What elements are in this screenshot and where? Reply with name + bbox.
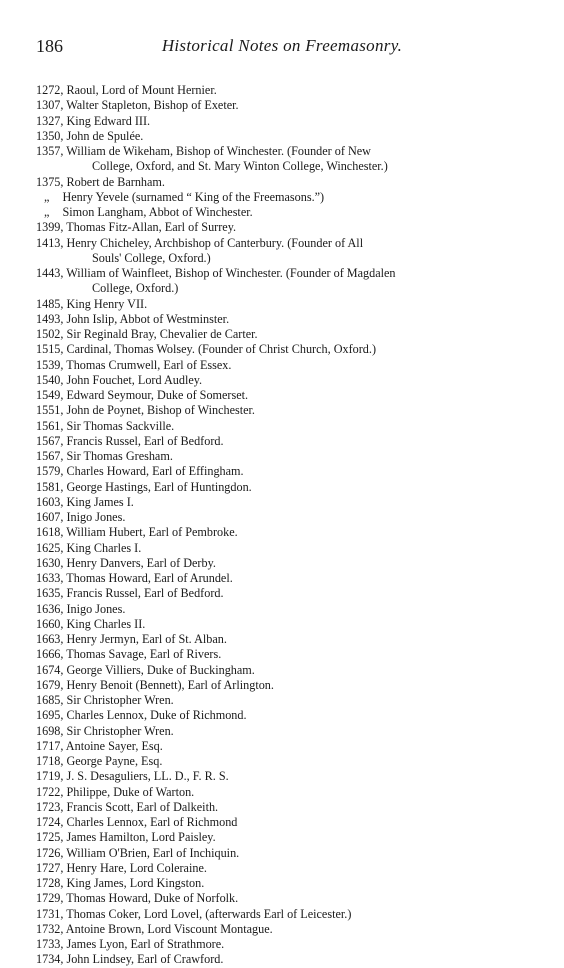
- entry-text: Francis Scott, Earl of Dalkeith.: [66, 799, 219, 814]
- entry-text: Edward Seymour, Duke of Somerset.: [66, 388, 249, 402]
- list-item: [36, 236, 534, 251]
- list-item: [36, 907, 534, 922]
- entry-year: 1728,: [36, 876, 64, 890]
- entry-year: 1618,: [36, 525, 64, 540]
- entry-text: Sir Christopher Wren.: [66, 723, 174, 738]
- entry-text: John de Spulée.: [66, 128, 144, 143]
- entry-year: 1732,: [36, 921, 64, 936]
- entry-text: King James, Lord Kingston.: [66, 876, 205, 890]
- entry-text: William de Wikeham, Bishop of Winchester. (Founder of New: [66, 144, 371, 158]
- entry-year: 1695,: [36, 708, 64, 723]
- entry-text: King Charles I.: [66, 540, 142, 555]
- list-item: [36, 830, 534, 845]
- entry-text: Simon Langham, Abbot of Winchester.: [62, 205, 253, 219]
- entry-text: William Hubert, Earl of Pembroke.: [66, 525, 238, 540]
- entry-text: James Hamilton, Lord Paisley.: [66, 830, 216, 845]
- entry-year: 1539,: [36, 357, 64, 372]
- entry-text: Charles Howard, Earl of Effingham.: [66, 464, 244, 479]
- list-item: [36, 891, 534, 906]
- list-item: [36, 724, 534, 739]
- entry-continuation: College, Oxford.): [92, 281, 179, 296]
- entry-year: 1581,: [36, 479, 64, 494]
- page-number: 186: [36, 36, 63, 56]
- entry-year: 1357,: [36, 144, 64, 158]
- entry-text: John de Poynet, Bishop of Winchester.: [66, 403, 255, 418]
- list-item: [36, 785, 534, 800]
- entry-text: King James I.: [66, 494, 134, 509]
- list-item: [36, 510, 534, 525]
- entry-year: 1635,: [36, 586, 64, 601]
- entry-text: James Lyon, Earl of Strathmore.: [66, 937, 225, 951]
- list-item: [36, 464, 534, 479]
- entry-year: 1327,: [36, 113, 64, 128]
- entry-text: Sir Christopher Wren.: [66, 693, 174, 707]
- list-item: [36, 480, 534, 495]
- list-item: [36, 556, 534, 571]
- list-item: [36, 754, 534, 769]
- entry-text: Sir Thomas Gresham.: [66, 449, 173, 463]
- list-item: [36, 937, 534, 952]
- entry-text: William of Wainfleet, Bishop of Winchester. (Founder of Magdalen: [66, 266, 396, 280]
- list-item: [36, 647, 534, 662]
- entry-year: 1726,: [36, 845, 64, 860]
- entry-year: 1350,: [36, 128, 64, 143]
- entry-year: 1731,: [36, 906, 64, 921]
- entry-year: 1603,: [36, 494, 64, 509]
- entry-year: 1636,: [36, 601, 64, 616]
- list-item: [36, 861, 534, 876]
- entry-text: Inigo Jones.: [66, 601, 126, 616]
- list-item: [36, 708, 534, 723]
- entry-year: 1718,: [36, 754, 64, 768]
- entry-text: William O'Brien, Earl of Inchiquin.: [66, 845, 240, 860]
- entry-text: Henry Danvers, Earl of Derby.: [66, 555, 216, 570]
- list-item: [36, 678, 534, 693]
- entry-year: 1666,: [36, 647, 64, 662]
- entry-year: 1502,: [36, 327, 64, 341]
- entry-year: 1674,: [36, 662, 64, 677]
- list-item: [36, 190, 534, 205]
- entry-text: Inigo Jones.: [66, 510, 126, 524]
- entry-text: Henry Benoit (Bennett), Earl of Arlington.: [66, 677, 274, 692]
- list-item: [36, 266, 534, 281]
- entry-year: 1607,: [36, 510, 64, 524]
- list-item: [36, 602, 534, 617]
- entry-text: Robert de Barnham.: [66, 174, 165, 189]
- list-item: [36, 769, 534, 784]
- entry-year: 1561,: [36, 418, 64, 433]
- entry-year: 1729,: [36, 891, 64, 906]
- entry-year: 1567,: [36, 433, 64, 448]
- entry-text: J. S. Desaguliers, LL. D., F. R. S.: [66, 769, 229, 784]
- entry-text: John Islip, Abbot of Westminster.: [66, 311, 230, 326]
- entry-text: Sir Reginald Bray, Chevalier de Carter.: [66, 327, 258, 341]
- entry-year: 1272,: [36, 83, 64, 97]
- list-item: [36, 586, 534, 601]
- entry-year: 1725,: [36, 830, 64, 845]
- list-item: [36, 952, 534, 967]
- list-item: [36, 327, 534, 342]
- list-item: [36, 312, 534, 327]
- list-item: [36, 98, 534, 113]
- entry-year: 1567,: [36, 449, 64, 463]
- list-item: [36, 297, 534, 312]
- entry-text: Thomas Crumwell, Earl of Essex.: [66, 357, 232, 372]
- entry-text: Francis Russel, Earl of Bedford.: [66, 433, 224, 448]
- running-title: Historical Notes on Freemasonry.: [161, 36, 403, 55]
- list-item: [36, 388, 534, 403]
- entry-year: 1717,: [36, 738, 64, 753]
- entry-text: Philippe, Duke of Warton.: [66, 784, 195, 799]
- entry-text: Cardinal, Thomas Wolsey. (Founder of Christ Church, Oxford.): [66, 342, 376, 357]
- list-item: [36, 358, 534, 373]
- entry-year: 1685,: [36, 693, 64, 707]
- entry-text: Thomas Savage, Earl of Rivers.: [66, 647, 222, 662]
- list-item: [36, 403, 534, 418]
- entry-year: 1663,: [36, 632, 64, 646]
- entry-year: 1733,: [36, 937, 64, 951]
- entry-continuation: Souls' College, Oxford.): [92, 250, 211, 265]
- entry-year: 1722,: [36, 784, 64, 799]
- entry-year: 1413,: [36, 235, 64, 250]
- entry-text: King Charles II.: [66, 616, 146, 631]
- entry-text: John Fouchet, Lord Audley.: [66, 372, 203, 387]
- list-item: [36, 205, 534, 220]
- list-item: [36, 144, 534, 159]
- entry-text: Henry Yevele (surnamed “ King of the Freemasons.”): [62, 189, 325, 204]
- entry-text: King Henry VII.: [66, 296, 148, 311]
- page-header: [36, 36, 528, 60]
- entry-year: 1549,: [36, 388, 64, 402]
- entry-year: 1727,: [36, 860, 64, 875]
- list-item: [36, 632, 534, 647]
- entry-text: Thomas Howard, Duke of Norfolk.: [66, 891, 239, 906]
- list-item: [36, 83, 534, 98]
- entry-text: Raoul, Lord of Mount Hernier.: [66, 83, 217, 97]
- list-item: [36, 876, 534, 891]
- list-item: [36, 495, 534, 510]
- entry-year: 1724,: [36, 815, 64, 829]
- list-item: [36, 129, 534, 144]
- list-item: [36, 663, 534, 678]
- entry-continuation: College, Oxford, and St. Mary Winton College, Winchester.): [92, 159, 388, 174]
- list-item: [36, 571, 534, 586]
- entry-text: Walter Stapleton, Bishop of Exeter.: [66, 98, 239, 113]
- list-item: [36, 617, 534, 632]
- entry-year: 1723,: [36, 799, 64, 814]
- entry-text: Antoine Sayer, Esq.: [65, 738, 163, 753]
- entry-text: Thomas Fitz-Allan, Earl of Surrey.: [66, 220, 237, 235]
- entry-text: George Villiers, Duke of Buckingham.: [66, 662, 255, 677]
- list-item: [36, 175, 534, 190]
- entry-year: 1515,: [36, 342, 64, 357]
- list-item: [36, 693, 534, 708]
- list-item: [36, 922, 534, 937]
- entry-year: 1540,: [36, 372, 64, 387]
- entry-year: „: [44, 189, 50, 204]
- entry-year: 1719,: [36, 769, 64, 784]
- list-item: [36, 373, 534, 388]
- entry-year: 1493,: [36, 311, 64, 326]
- entry-year: 1551,: [36, 403, 64, 418]
- list-item: [36, 739, 534, 754]
- entry-year: 1679,: [36, 677, 64, 692]
- entry-year: 1485,: [36, 296, 64, 311]
- entry-year: 1443,: [36, 266, 64, 280]
- list-item: [36, 220, 534, 235]
- list-item: [36, 541, 534, 556]
- entry-text: Henry Hare, Lord Coleraine.: [66, 860, 207, 875]
- entry-text: Charles Lennox, Earl of Richmond: [66, 815, 238, 829]
- entry-text: Sir Thomas Sackville.: [66, 418, 175, 433]
- entry-year: 1399,: [36, 220, 64, 235]
- entry-text: Thomas Howard, Earl of Arundel.: [66, 571, 233, 585]
- list-item: [36, 800, 534, 815]
- entry-year: 1698,: [36, 723, 64, 738]
- list-item: [36, 525, 534, 540]
- entry-text: Henry Chicheley, Archbishop of Canterbury. (Founder of All: [66, 235, 364, 250]
- entry-text: Charles Lennox, Duke of Richmond.: [66, 708, 247, 723]
- entry-text: John Lindsey, Earl of Crawford.: [66, 952, 224, 967]
- list-item: [36, 419, 534, 434]
- list-item: [36, 434, 534, 449]
- grand-masters-list: [36, 83, 534, 968]
- entry-year: 1307,: [36, 98, 64, 113]
- entry-year: 1633,: [36, 571, 64, 585]
- entry-year: 1660,: [36, 616, 64, 631]
- entry-year: 1630,: [36, 555, 64, 570]
- entry-year: „: [44, 205, 50, 219]
- list-item: [36, 114, 534, 129]
- entry-year: 1375,: [36, 174, 64, 189]
- entry-text: Antoine Brown, Lord Viscount Montague.: [65, 921, 273, 936]
- list-item: [36, 815, 534, 830]
- entry-text: King Edward III.: [66, 113, 151, 128]
- entry-text: Francis Russel, Earl of Bedford.: [66, 586, 224, 601]
- entry-year: 1579,: [36, 464, 64, 479]
- list-item: [36, 449, 534, 464]
- list-item: [36, 342, 534, 357]
- entry-text: George Hastings, Earl of Huntingdon.: [66, 479, 252, 494]
- entry-year: 1625,: [36, 540, 64, 555]
- entry-year: 1734,: [36, 952, 64, 967]
- list-item: [36, 846, 534, 861]
- entry-text: Henry Jermyn, Earl of St. Alban.: [66, 632, 227, 646]
- entry-text: Thomas Coker, Lord Lovel, (afterwards Earl of Leicester.): [66, 906, 352, 921]
- entry-text: George Payne, Esq.: [66, 754, 163, 768]
